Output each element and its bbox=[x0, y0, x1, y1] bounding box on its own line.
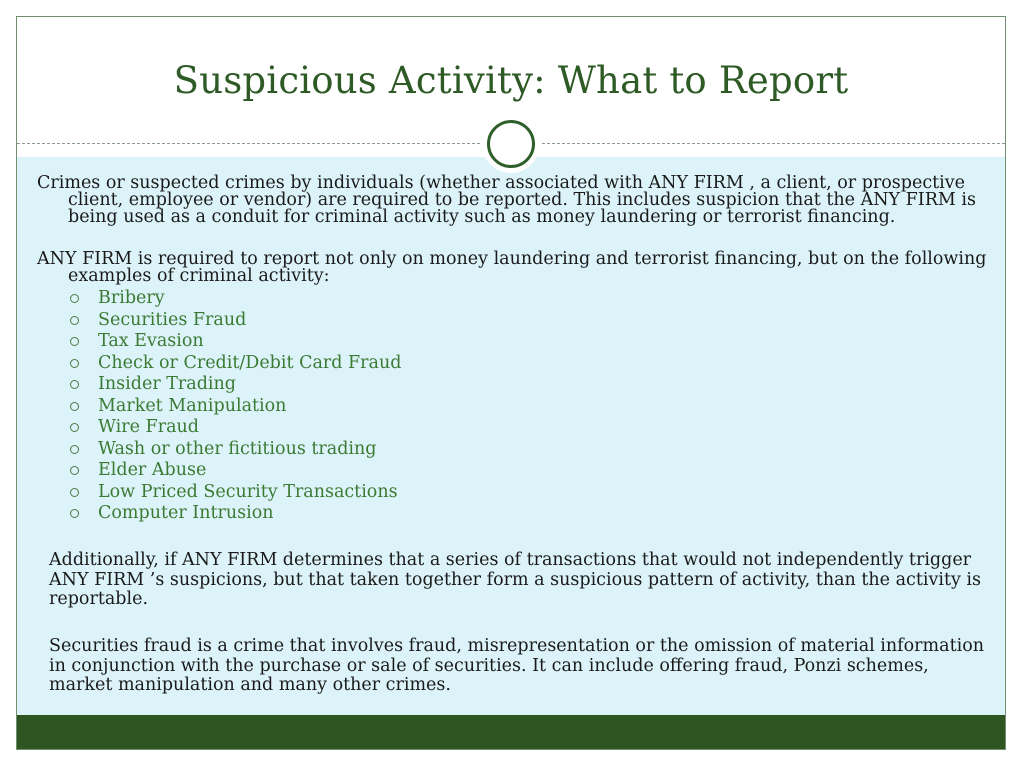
list-item: Market Manipulation bbox=[67, 396, 401, 418]
paragraph-required-report: ANY FIRM is required to report not only on money laundering and terrorist financing, but on the following examples of criminal activity: bbox=[37, 249, 987, 286]
list-item: Low Priced Security Transactions bbox=[67, 482, 401, 504]
bullet-circle-icon bbox=[70, 423, 79, 432]
bullet-circle-icon bbox=[70, 316, 79, 325]
bullet-circle-icon bbox=[70, 359, 79, 368]
criminal-activity-list bbox=[67, 288, 401, 525]
list-item: Securities Fraud bbox=[67, 310, 401, 332]
bullet-circle-icon bbox=[70, 380, 79, 389]
list-item: Wire Fraud bbox=[67, 417, 401, 439]
slide bbox=[16, 16, 1006, 750]
slide-title: Suspicious Activity: What to Report bbox=[173, 59, 849, 102]
paragraph-additionally: Additionally, if ANY FIRM determines that a series of transactions that would not independently trigger ANY FIRM ’s suspicions, but that taken together form a suspicious pattern of activity, than the activity is reportable. bbox=[49, 550, 982, 609]
bullet-circle-icon bbox=[70, 402, 79, 411]
list-item: Elder Abuse bbox=[67, 460, 401, 482]
ring-icon bbox=[487, 120, 535, 168]
bullet-circle-icon bbox=[70, 294, 79, 303]
list-item: Computer Intrusion bbox=[67, 503, 401, 525]
bullet-circle-icon bbox=[70, 445, 79, 454]
bullet-circle-icon bbox=[70, 488, 79, 497]
bullet-circle-icon bbox=[70, 509, 79, 518]
footer-bar bbox=[17, 715, 1005, 749]
circle-ornament-icon bbox=[482, 115, 540, 173]
list-item: Insider Trading bbox=[67, 374, 401, 396]
list-item: Wash or other fictitious trading bbox=[67, 439, 401, 461]
paragraph-securities-fraud: Securities fraud is a crime that involves fraud, misrepresentation or the omission of material information in conjunction with the purchase or sale of securities. It can include offering fraud, Ponzi schemes, market manipulation and many other crimes. bbox=[49, 636, 985, 695]
bullet-circle-icon bbox=[70, 337, 79, 346]
bullet-circle-icon bbox=[70, 466, 79, 475]
paragraph-crimes: Crimes or suspected crimes by individuals (whether associated with ANY FIRM , a client, or prospective client, employee or vendor) are required to be reported. This includes suspicion that the ANY FIRM is being used as a conduit for criminal activity such as money laundering or terrorist financing. bbox=[37, 173, 976, 227]
list-item: Tax Evasion bbox=[67, 331, 401, 353]
list-item: Bribery bbox=[67, 288, 401, 310]
list-item: Check or Credit/Debit Card Fraud bbox=[67, 353, 401, 375]
